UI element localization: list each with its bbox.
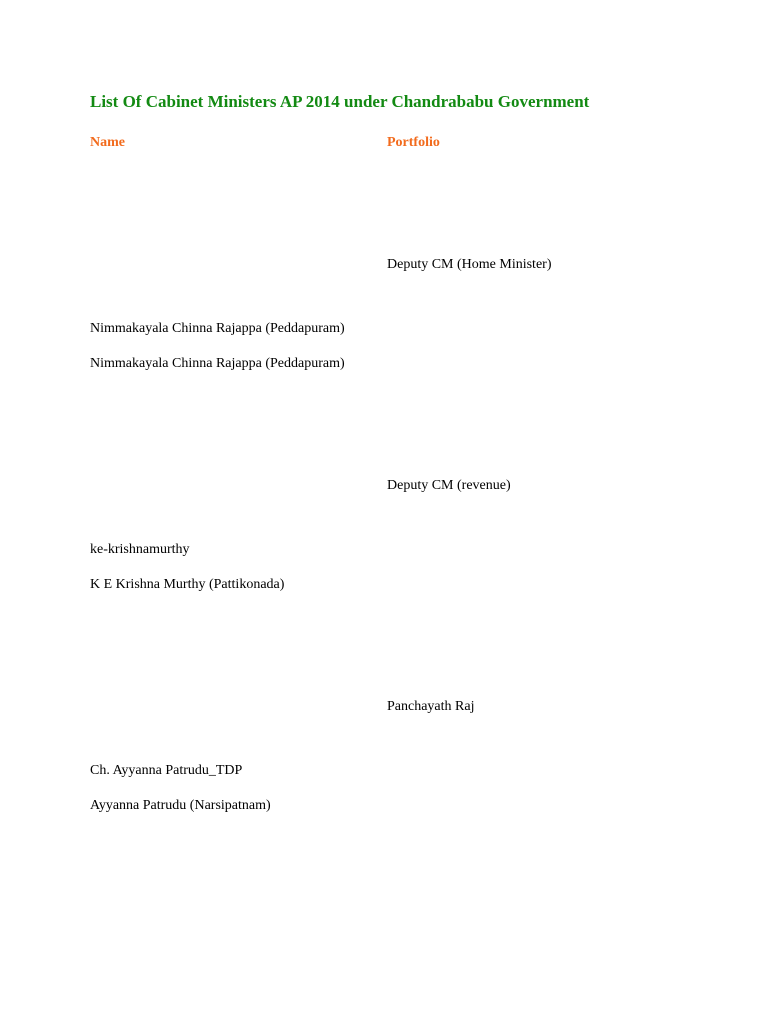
entry-3-portfolio: Panchayath Raj bbox=[387, 699, 475, 714]
document-title: List Of Cabinet Ministers AP 2014 under Chandrababu Government bbox=[90, 92, 590, 111]
name-column-header: Name bbox=[90, 135, 125, 150]
entry-2-name: K E Krishna Murthy (Pattikonada) bbox=[90, 577, 285, 592]
entry-2-image-caption: ke-krishnamurthy bbox=[90, 542, 190, 557]
entry-2-portfolio: Deputy CM (revenue) bbox=[387, 478, 511, 493]
entry-3-image-caption: Ch. Ayyanna Patrudu_TDP bbox=[90, 763, 243, 778]
entry-1-name: Nimmakayala Chinna Rajappa (Peddapuram) bbox=[90, 356, 345, 371]
entry-1-portfolio: Deputy CM (Home Minister) bbox=[387, 257, 552, 272]
entry-1-image-caption: Nimmakayala Chinna Rajappa (Peddapuram) bbox=[90, 321, 345, 336]
portfolio-column-header: Portfolio bbox=[387, 135, 440, 150]
entry-3-name: Ayyanna Patrudu (Narsipatnam) bbox=[90, 798, 271, 813]
